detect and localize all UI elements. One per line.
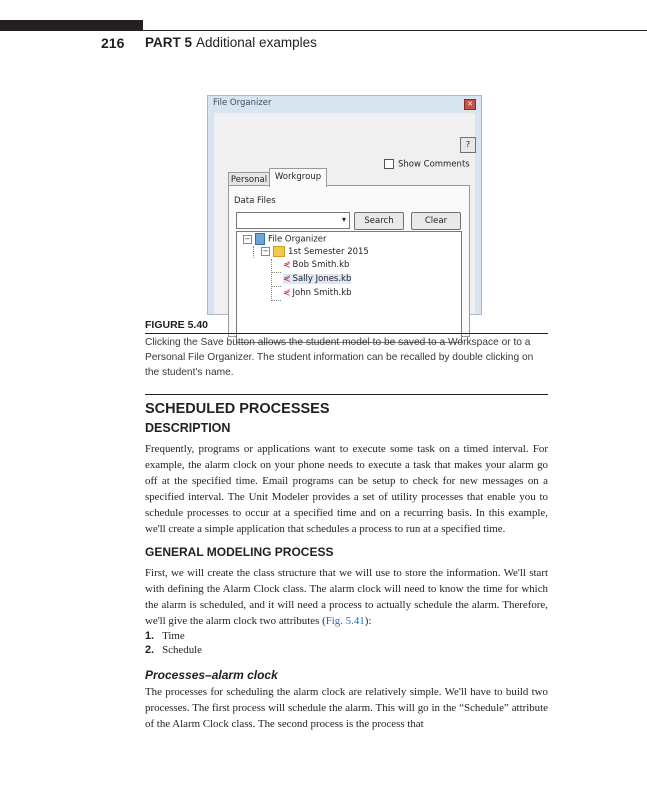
section-title: SCHEDULED PROCESSES <box>145 401 330 417</box>
file-icon <box>255 233 265 245</box>
window-body <box>214 113 475 314</box>
kb-file-icon: ⋞ <box>283 274 291 284</box>
list-text: Schedule <box>162 644 203 656</box>
tree-item[interactable] <box>283 274 351 284</box>
tree-node-root[interactable] <box>243 233 327 245</box>
list-item <box>145 630 185 642</box>
data-files-combo[interactable] <box>236 212 350 229</box>
tree-line <box>271 259 272 301</box>
tree-line <box>271 272 281 273</box>
tree-line <box>271 286 281 287</box>
show-comments-checkbox[interactable] <box>384 159 470 170</box>
list-item <box>145 644 202 656</box>
show-comments-label: Show Comments <box>398 159 470 170</box>
header-rule <box>143 30 647 31</box>
tree-item-label: Sally Jones.kb <box>292 274 352 284</box>
data-files-label: Data Files <box>234 196 276 206</box>
general-paragraph <box>145 565 548 629</box>
part-title: Additional examples <box>196 35 317 50</box>
general-heading: GENERAL MODELING PROCESS <box>145 545 334 559</box>
part-label: PART 5 <box>145 35 193 50</box>
tree-item-label: John Smith.kb <box>292 288 352 298</box>
figure-rule-bottom <box>145 394 548 395</box>
search-button[interactable]: Search <box>354 212 404 230</box>
close-icon[interactable]: ✕ <box>464 99 476 110</box>
window-title: File Organizer <box>213 98 272 108</box>
tree-folder-label: 1st Semester 2015 <box>288 247 369 257</box>
kb-file-icon: ⋞ <box>283 288 291 298</box>
tree-node-folder[interactable] <box>261 246 369 257</box>
sub-paragraph: The processes for scheduling the alarm clock are relatively simple. We'll have to build two processes. The first process will schedule the alarm. This will go in the “Schedule” attribute of the Alarm Clock class. The second process is the process that <box>145 686 548 730</box>
file-tree <box>236 231 462 343</box>
tree-item[interactable] <box>283 260 349 270</box>
collapse-icon[interactable]: − <box>244 234 251 243</box>
tab-personal[interactable]: Personal <box>228 172 270 187</box>
tree-line <box>271 300 281 301</box>
figure-rule <box>145 333 548 334</box>
tree-line <box>253 246 254 258</box>
tree-item-label: Bob Smith.kb <box>292 260 350 270</box>
tab-workgroup[interactable]: Workgroup <box>269 168 327 187</box>
help-button[interactable]: ? <box>460 137 476 153</box>
chevron-down-icon[interactable]: ▾ <box>341 215 346 224</box>
tree-item[interactable] <box>283 288 352 298</box>
checkbox-icon[interactable] <box>384 159 394 169</box>
collapse-icon[interactable]: − <box>262 247 269 255</box>
general-text: First, we will create the class structure that we will use to store the information. We'll start with defining the Alarm Clock class. The alarm clock will need to know the time for which the alarm is scheduled, and it will need a process to actually schedule the alarm. Therefore, we'll give the alarm clock two attributes ( <box>145 567 548 627</box>
page-number: 216 <box>101 35 125 51</box>
kb-file-icon: ⋞ <box>283 260 291 270</box>
figure-label: FIGURE 5.40 <box>145 319 209 331</box>
description-heading: DESCRIPTION <box>145 421 231 435</box>
list-number: 2. <box>145 644 155 656</box>
figure-caption: Clicking the Save button allows the student model to be saved to a Workspace or to a Personal File Organizer. The student information can be recalled by double clicking on the student's name. <box>145 337 534 378</box>
list-number: 1. <box>145 630 155 642</box>
description-paragraph: Frequently, programs or applications want to execute some task on a timed interval. For example, the alarm clock on your phone needs to execute a task that makes your alarm go off at the specified time. Email programs can be setup to check for new messages on a specified interval. The Unit Modeler provides a set of utility processes that enable you to schedule processes to occur at a specified time and on a recurring basis. In this example, we'll create a simple application that schedules a process to run at a specified time. <box>145 443 548 535</box>
folder-icon <box>273 246 285 257</box>
list-text: Time <box>162 630 185 642</box>
file-organizer-window <box>207 95 482 315</box>
tree-root-label: File Organizer <box>268 234 327 245</box>
sub-heading: Processes–alarm clock <box>145 668 278 682</box>
figure-link[interactable]: Fig. 5.41 <box>325 615 365 627</box>
running-header <box>145 35 317 50</box>
clear-button[interactable]: Clear <box>411 212 461 230</box>
general-text-end: ): <box>364 615 372 627</box>
header-bar <box>0 20 143 31</box>
